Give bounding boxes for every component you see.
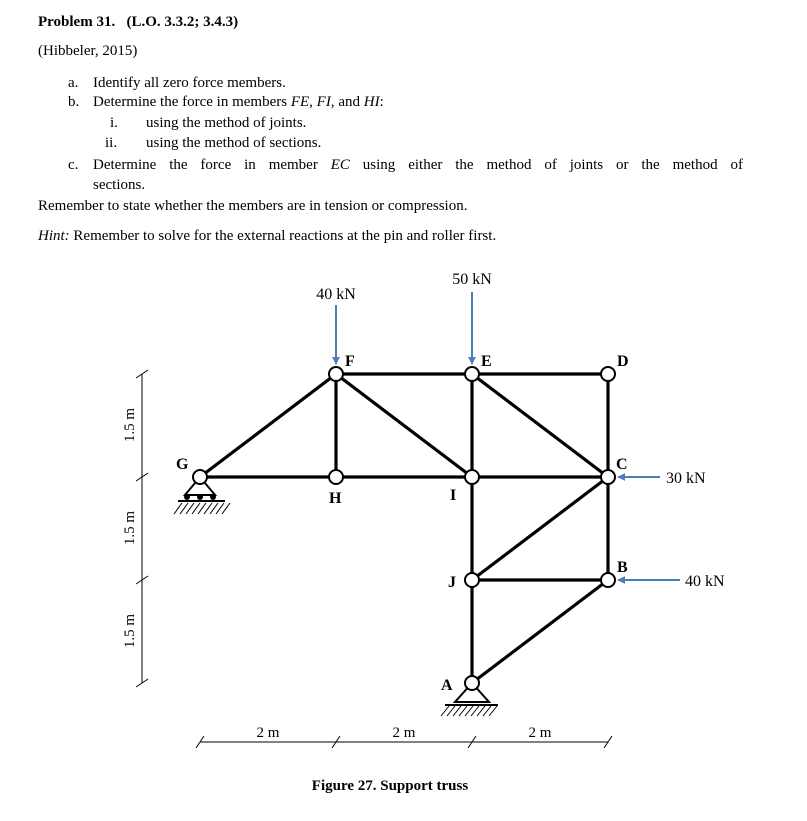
item-bi-marker: i. bbox=[110, 115, 118, 131]
joint-b bbox=[601, 573, 615, 587]
item-bi-text: using the method of joints. bbox=[146, 115, 307, 131]
joint-c bbox=[601, 470, 615, 484]
load-arrows bbox=[336, 292, 680, 580]
joint-f bbox=[329, 367, 343, 381]
item-b-marker: b. bbox=[68, 94, 80, 110]
item-b-pre: Determine the force in members bbox=[93, 94, 291, 110]
item-c-marker: c. bbox=[68, 157, 79, 173]
hint-text: Remember to solve for the external reactions at the pin and roller first. bbox=[69, 228, 497, 244]
node-label-b: B bbox=[617, 559, 628, 576]
member-hi: HI bbox=[363, 94, 380, 110]
member-fi bbox=[336, 374, 472, 477]
item-a-text: Identify all zero force members. bbox=[93, 75, 286, 91]
item-a-marker: a. bbox=[68, 75, 79, 91]
joint-h bbox=[329, 470, 343, 484]
item-c-pre: Determine the force in member bbox=[93, 157, 331, 173]
joint-i bbox=[465, 470, 479, 484]
item-c-post: using either the method of joints or the method of bbox=[349, 157, 743, 173]
joint-g bbox=[193, 470, 207, 484]
member-jc bbox=[472, 477, 608, 580]
joint-d bbox=[601, 367, 615, 381]
node-label-h: H bbox=[329, 490, 342, 507]
dim-label-h1: 2 m bbox=[256, 725, 280, 741]
load-label-f: 40 kN bbox=[316, 286, 356, 303]
reference: (Hibbeler, 2015) bbox=[38, 43, 138, 59]
learning-objectives: (L.O. 3.3.2; 3.4.3) bbox=[126, 14, 239, 30]
dim-label-h3: 2 m bbox=[528, 725, 552, 741]
item-b-sep1: , bbox=[309, 94, 317, 110]
load-label-e: 50 kN bbox=[452, 271, 492, 288]
dim-label-h2: 2 m bbox=[392, 725, 416, 741]
node-label-a: A bbox=[441, 677, 453, 694]
item-bii-marker: ii. bbox=[105, 135, 118, 151]
node-label-d: D bbox=[617, 353, 629, 370]
item-b-post: : bbox=[379, 94, 384, 110]
member-gf bbox=[200, 374, 336, 477]
remember-note: Remember to state whether the members are in tension or compression. bbox=[38, 198, 468, 214]
node-label-i: I bbox=[450, 487, 457, 504]
problem-number: Problem 31. bbox=[38, 14, 116, 30]
member-ec: EC bbox=[330, 157, 350, 173]
joint-j bbox=[465, 573, 479, 587]
truss-members bbox=[200, 374, 608, 683]
dim-label-v2: 1.5 m bbox=[122, 510, 138, 546]
joint-a bbox=[465, 676, 479, 690]
dim-label-v1: 1.5 m bbox=[122, 407, 138, 443]
node-label-c: C bbox=[616, 456, 628, 473]
node-label-g: G bbox=[176, 456, 189, 473]
joint-e bbox=[465, 367, 479, 381]
item-c-text-line2: sections. bbox=[93, 177, 146, 193]
item-b-sep2: , and bbox=[330, 94, 364, 110]
node-label-j: J bbox=[448, 574, 456, 591]
dim-label-v3: 1.5 m bbox=[122, 613, 138, 649]
member-ec bbox=[472, 374, 608, 477]
node-label-e: E bbox=[481, 353, 492, 370]
node-label-f: F bbox=[345, 353, 355, 370]
truss-joints bbox=[193, 367, 615, 690]
figure-caption: Figure 27. Support truss bbox=[311, 778, 469, 794]
member-fi: FI bbox=[316, 94, 331, 110]
hint-label: Hint: bbox=[38, 228, 70, 244]
load-label-b: 40 kN bbox=[685, 573, 725, 590]
member-fe: FE bbox=[290, 94, 310, 110]
item-bii-text: using the method of sections. bbox=[146, 135, 322, 151]
load-label-c: 30 kN bbox=[666, 470, 706, 487]
member-ab bbox=[472, 580, 608, 683]
